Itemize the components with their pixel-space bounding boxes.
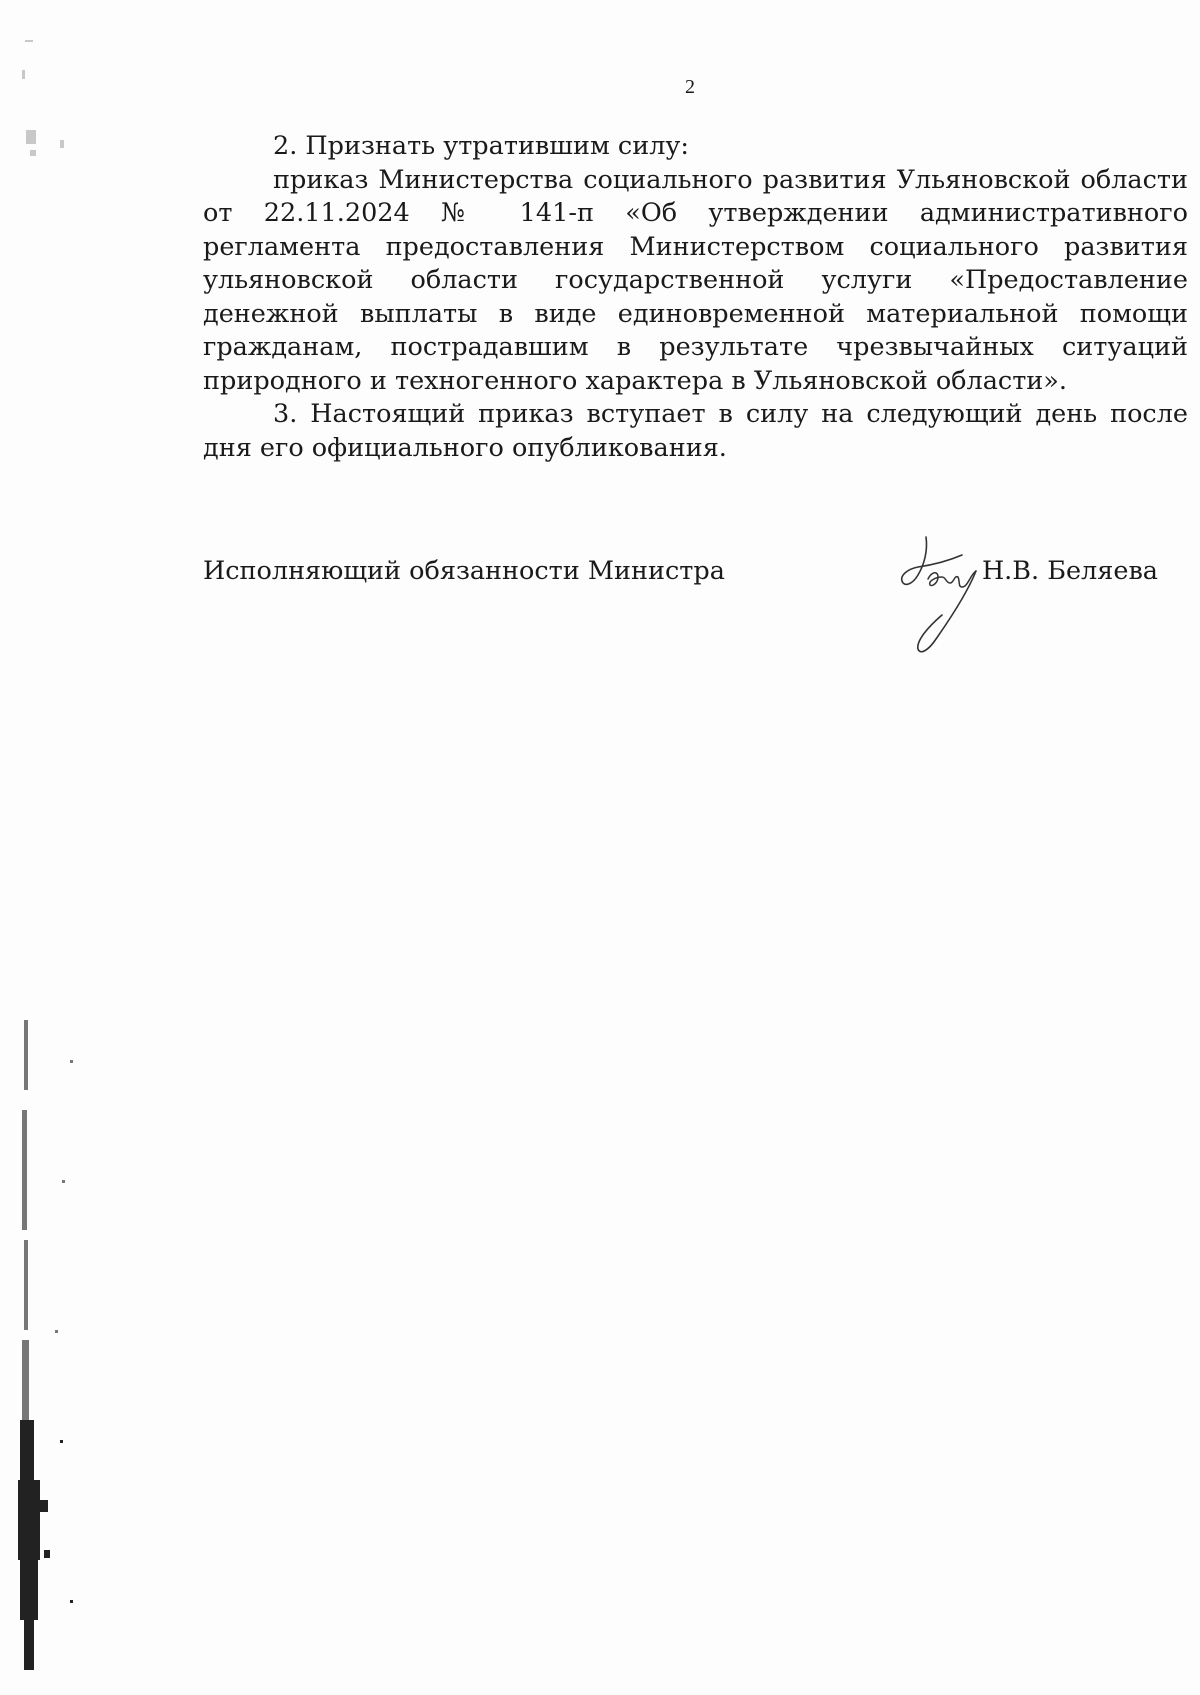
paragraph-3: 3. Настоящий приказ вступает в силу на следующий день после дня его официального опубликования. xyxy=(203,399,1188,463)
document-body xyxy=(203,130,1188,465)
handwritten-signature xyxy=(888,531,998,661)
paragraph-2-text: приказ Министерства социального развития Ульяновской области от 22.11.2024 № 141-п «Об утверждении административного регламента предоставления Министерством социального развития ульяновской области государственной услуги «Предоставление денежной выплаты в виде единовременной материальной помощи гражданам, пострадавшим в результате чрезвычайных ситуаций природного и техногенного характера в Ульяновской области». xyxy=(203,164,1188,396)
paragraph-2-heading: 2. Признать утратившим силу: xyxy=(273,131,690,161)
page-number: 2 xyxy=(685,76,695,98)
signature-block xyxy=(203,556,1188,666)
signatory-position: Исполняющий обязанности Министра xyxy=(203,556,725,586)
scan-edge-noise xyxy=(0,0,80,1695)
signatory-name: Н.В. Беляева xyxy=(981,556,1158,586)
